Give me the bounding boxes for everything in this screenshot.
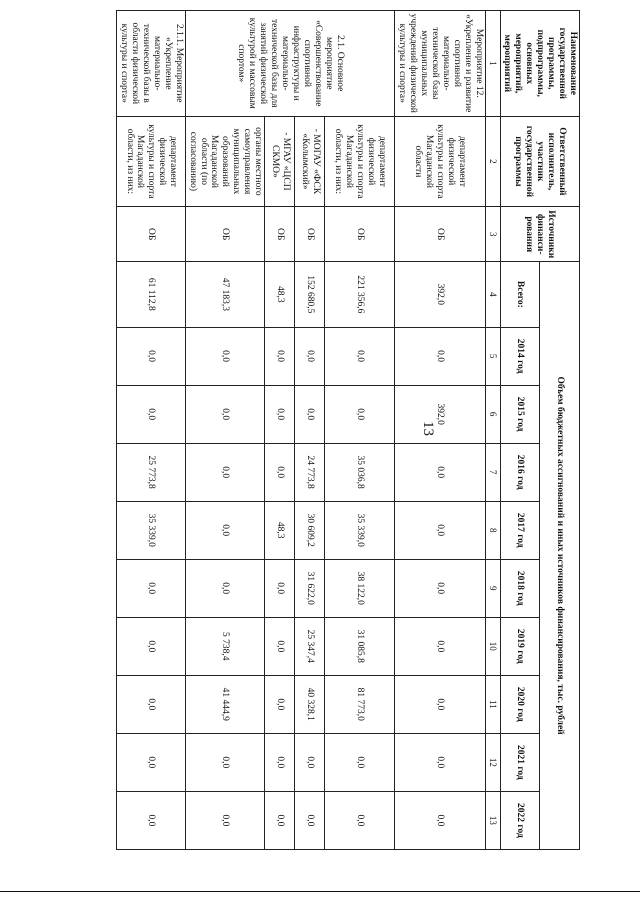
cell-value: 0,0: [325, 791, 395, 849]
cell-value: 0,0: [395, 675, 485, 733]
cell-value: 0,0: [117, 791, 186, 849]
cell-value: 0,0: [117, 733, 186, 791]
cell-value: 0,0: [185, 733, 264, 791]
cell-value: 31 085,8: [325, 617, 395, 675]
header-year: 2021 год: [500, 733, 540, 791]
table-row: [117, 11, 186, 850]
cell-value: 0,0: [265, 675, 295, 733]
row-responsible: - МОГАУ «ФСК «Колымский»: [295, 116, 325, 207]
cell-value: 0,0: [265, 733, 295, 791]
cell-value: 0,0: [265, 385, 295, 443]
header-financing-group: Объем бюджетных ассигнований и иных источников финансирования, тыс. рублей: [540, 262, 580, 850]
financing-table: [116, 10, 580, 850]
cell-value: 0,0: [185, 559, 264, 617]
header-year: 2022 год: [500, 791, 540, 849]
row-name: Мероприятие 12. «Укрепление и развитие спортивной материально-технической базы муниципальных учреждений физической культуры и спорта»: [395, 11, 485, 117]
header-year: 2018 год: [500, 559, 540, 617]
row-source: ОБ: [265, 207, 295, 262]
cell-total: 221 356,6: [325, 262, 395, 327]
table-row: [265, 11, 295, 850]
column-number: 8: [485, 501, 500, 559]
row-name: 2.1. Основное мероприятие «Совершенствование спортивной инфраструктуры и материально-технической базы для занятий физической культурой и массовым спортом»: [185, 11, 394, 117]
cell-value: 81 773,0: [325, 675, 395, 733]
cell-value: 24 773,8: [295, 443, 325, 501]
cell-value: 0,0: [395, 733, 485, 791]
header-source: Источники финанси-рования: [500, 207, 579, 262]
cell-value: 0,0: [295, 733, 325, 791]
column-number: 12: [485, 733, 500, 791]
header-name: Наименование государственной программы, подпрограммы, основных мероприятий, мероприятий: [500, 11, 579, 117]
row-responsible: органы местного самоуправления муниципальных образований Магаданской области (по согласованию): [185, 116, 264, 207]
cell-value: 31 622,0: [295, 559, 325, 617]
cell-value: 0,0: [117, 385, 186, 443]
cell-value: 0,0: [395, 501, 485, 559]
bottom-rule: [0, 891, 640, 892]
cell-value: 0,0: [185, 327, 264, 385]
column-number: 6: [485, 385, 500, 443]
cell-total: 152 680,5: [295, 262, 325, 327]
table-row: [395, 11, 485, 850]
cell-value: 0,0: [325, 327, 395, 385]
cell-value: 0,0: [395, 327, 485, 385]
column-number: 4: [485, 262, 500, 327]
row-source: ОБ: [325, 207, 395, 262]
column-number: 11: [485, 675, 500, 733]
cell-value: 0,0: [117, 675, 186, 733]
header-year: 2020 год: [500, 675, 540, 733]
cell-value: 0,0: [295, 791, 325, 849]
cell-total: 48,3: [265, 262, 295, 327]
cell-value: 25 347,4: [295, 617, 325, 675]
cell-value: 35 339,0: [117, 501, 186, 559]
cell-total: 392,0: [395, 262, 485, 327]
row-source: ОБ: [185, 207, 264, 262]
cell-value: 38 122,0: [325, 559, 395, 617]
cell-value: 5 738,4: [185, 617, 264, 675]
table-row: [295, 11, 325, 850]
cell-total: 61 112,8: [117, 262, 186, 327]
header-responsible: Ответственный исполнитель, участник государственной программы: [500, 116, 579, 207]
cell-value: 0,0: [117, 617, 186, 675]
cell-value: 0,0: [265, 791, 295, 849]
cell-value: 0,0: [325, 733, 395, 791]
cell-value: 0,0: [185, 501, 264, 559]
row-source: ОБ: [395, 207, 485, 262]
cell-value: 0,0: [325, 385, 395, 443]
header-year: 2015 год: [500, 385, 540, 443]
cell-value: 392,0: [395, 385, 485, 443]
row-responsible: департамент физической культуры и спорта Магаданской области, из них:: [325, 116, 395, 207]
cell-value: 0,0: [185, 385, 264, 443]
cell-value: 0,0: [395, 791, 485, 849]
row-name: 2.1.1. Мероприятие «Укрепление материально-технической базы в области физической культуры и спорта»: [117, 11, 186, 117]
column-number: 3: [485, 207, 500, 262]
cell-value: 35 339,0: [325, 501, 395, 559]
row-source: ОБ: [117, 207, 186, 262]
column-number: 10: [485, 617, 500, 675]
column-number: 2: [485, 116, 500, 207]
cell-value: 48,3: [265, 501, 295, 559]
column-number: 7: [485, 443, 500, 501]
table-row: [325, 11, 395, 850]
row-source: ОБ: [295, 207, 325, 262]
cell-value: 35 036,8: [325, 443, 395, 501]
cell-value: 0,0: [265, 617, 295, 675]
row-responsible: департамент физической культуры и спорта Магаданской области, из них:: [117, 116, 186, 207]
cell-value: 0,0: [185, 443, 264, 501]
row-responsible: департамент физической культуры и спорта Магаданской области: [395, 116, 485, 207]
cell-value: 0,0: [265, 327, 295, 385]
cell-value: 0,0: [395, 443, 485, 501]
rotated-page: [30, 10, 580, 850]
column-numbers-row: [485, 11, 500, 850]
cell-value: 41 444,9: [185, 675, 264, 733]
cell-value: 25 773,8: [117, 443, 186, 501]
cell-value: 0,0: [295, 327, 325, 385]
column-number: 5: [485, 327, 500, 385]
cell-value: 0,0: [117, 559, 186, 617]
cell-value: 0,0: [395, 617, 485, 675]
cell-value: 0,0: [185, 791, 264, 849]
column-number: 1: [485, 11, 500, 117]
row-responsible: - МГАУ «ЦСП СКМО»: [265, 116, 295, 207]
column-number: 13: [485, 791, 500, 849]
header-year: 2017 год: [500, 501, 540, 559]
cell-value: 30 609,2: [295, 501, 325, 559]
cell-value: 0,0: [265, 443, 295, 501]
page-number: 13: [420, 421, 436, 436]
cell-total: 47 183,3: [185, 262, 264, 327]
cell-value: 0,0: [117, 327, 186, 385]
table-row: [185, 11, 264, 850]
header-year: 2016 год: [500, 443, 540, 501]
header-total: Всего:: [500, 262, 540, 327]
column-number: 9: [485, 559, 500, 617]
cell-value: 0,0: [265, 559, 295, 617]
cell-value: 0,0: [295, 385, 325, 443]
cell-value: 40 328,1: [295, 675, 325, 733]
header-year: 2019 год: [500, 617, 540, 675]
header-year: 2014 год: [500, 327, 540, 385]
cell-value: 0,0: [395, 559, 485, 617]
